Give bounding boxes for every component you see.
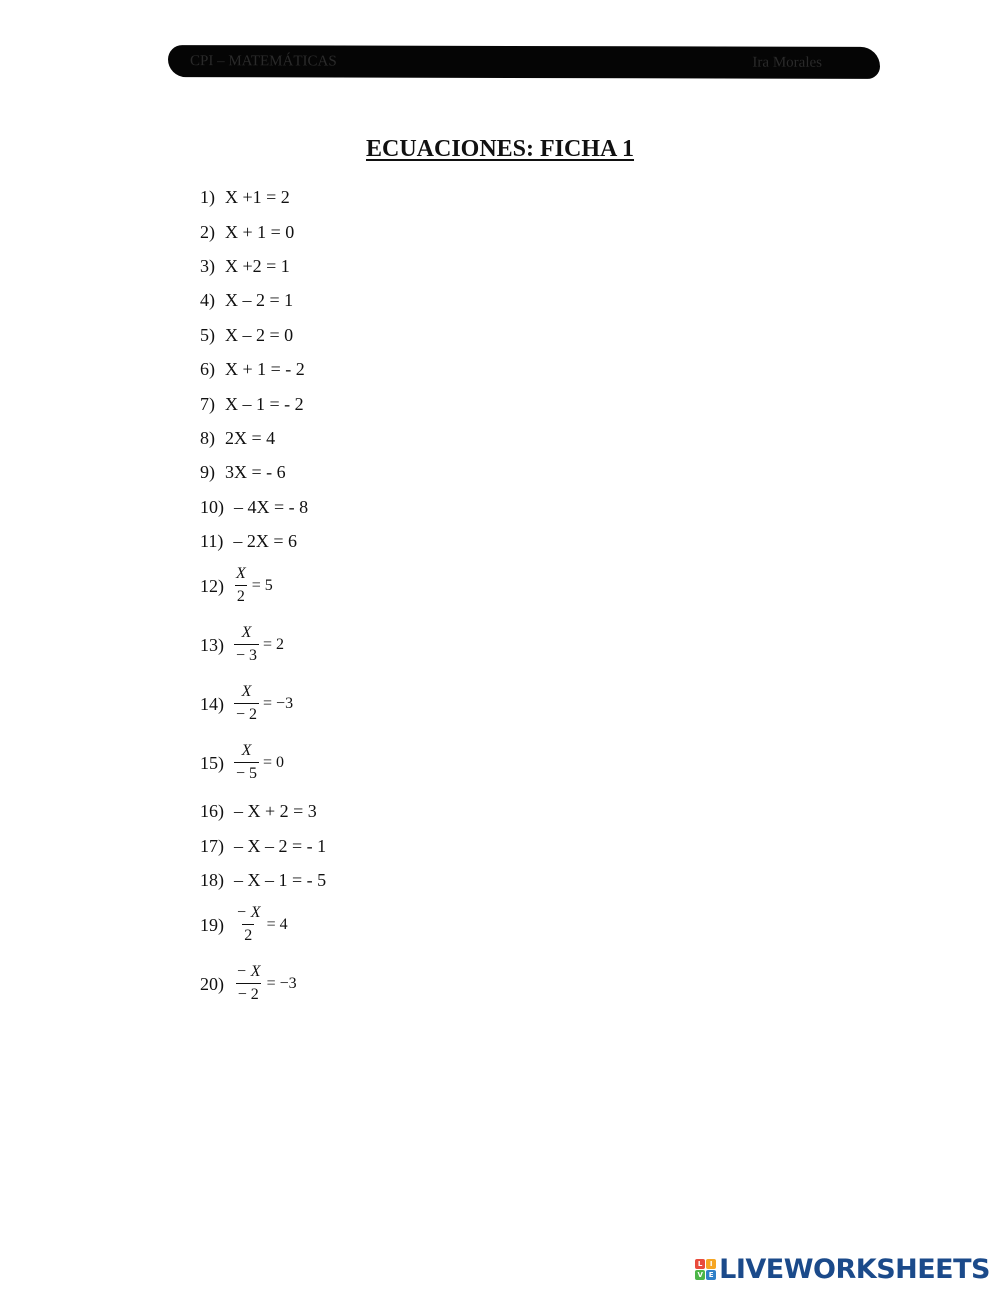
equation-item [200,256,290,276]
fraction [234,963,263,1004]
equation-number: 9) [200,462,215,482]
fraction-denominator: 2 [242,924,254,945]
equation-text: X + 1 = 0 [225,222,295,242]
equation-number: 17) [200,836,224,856]
fraction-numerator: X [241,742,252,759]
equation-number: 12) [200,575,224,596]
equation-number: 5) [200,325,215,345]
equation-number: 7) [200,394,215,414]
equation-rhs: = 4 [266,915,288,933]
header-left-text: CPI – MATEMÁTICAS [189,53,337,70]
equation-text: – X + 2 = 3 [234,801,317,821]
equation-number: 19) [200,914,224,935]
equation-item [200,325,293,345]
fraction-numerator: − X [236,963,261,980]
equation-item [200,624,284,665]
equation-number: 18) [200,870,224,890]
equation-item [200,963,297,1004]
equation-text: X +2 = 1 [225,256,290,276]
equation-text: – X – 2 = - 1 [234,836,327,856]
equation-text: X – 2 = 1 [225,290,294,310]
equation-item [200,394,304,414]
fraction [234,904,263,945]
equation-number: 10) [200,497,224,517]
equation-number: 2) [200,222,215,242]
fraction [234,683,259,724]
equation-number: 15) [200,752,224,773]
equation-number: 6) [200,359,215,379]
fraction-numerator: X [241,624,252,641]
equation-number: 3) [200,256,215,276]
logo-letter: E [706,1270,716,1280]
header-right-text: Ira Morales [752,54,823,71]
fraction [234,742,259,783]
equation-text: 3X = - 6 [225,462,286,482]
liveworksheets-logo[interactable] [695,1254,990,1285]
equation-number: 4) [200,290,215,310]
fraction-denominator: − 5 [234,762,259,783]
fraction-denominator: − 2 [234,703,259,724]
equation-number: 11) [200,531,224,551]
fraction-numerator: X [236,565,246,582]
equation-item [200,565,273,606]
equation-number: 20) [200,973,224,994]
fraction-numerator: X [241,683,252,700]
fraction-denominator: 2 [235,585,247,606]
equation-item [200,462,286,482]
fraction-denominator: − 2 [236,983,261,1004]
equation-text: X – 1 = - 2 [225,394,304,414]
equation-text: – 2X = 6 [233,531,297,551]
equation-number: 1) [200,187,215,207]
equation-item [200,359,305,379]
fraction [234,624,259,665]
equation-rhs: = 2 [263,635,285,653]
logo-letter: V [695,1270,705,1280]
equation-rhs: = 0 [263,753,285,771]
equation-item [200,801,317,821]
equation-item [200,222,294,242]
equation-item [200,870,326,890]
equation-number: 16) [200,801,224,821]
equation-item [200,683,293,724]
equation-text: X + 1 = - 2 [225,359,305,379]
equation-item [200,904,288,945]
equation-item [200,290,293,310]
fraction [234,565,248,606]
equation-rhs: = −3 [266,974,297,992]
equation-rhs: = 5 [251,576,273,594]
equation-text: X – 2 = 0 [225,325,294,345]
logo-icon [695,1259,716,1280]
equation-rhs: = −3 [263,694,294,712]
logo-letter: I [706,1259,716,1269]
equation-item [200,428,275,448]
equation-number: 14) [200,693,224,714]
logo-letter: L [695,1259,705,1269]
equation-item [200,531,297,551]
redacted-header-bar [168,45,880,79]
equation-number: 13) [200,634,224,655]
equation-item [200,742,284,783]
fraction-numerator: − X [236,904,261,921]
equation-text: – X – 1 = - 5 [234,870,327,890]
equation-text: X +1 = 2 [225,187,290,207]
equation-text: – 4X = - 8 [234,497,309,517]
equation-item [200,497,308,517]
equation-item [200,187,290,207]
equation-number: 8) [200,428,215,448]
fraction-denominator: − 3 [234,644,259,665]
page-title: ECUACIONES: FICHA 1 [365,136,635,162]
equation-item [200,836,326,856]
equation-text: 2X = 4 [225,428,276,448]
logo-brand-text: LIVEWORKSHEETS [719,1254,990,1285]
